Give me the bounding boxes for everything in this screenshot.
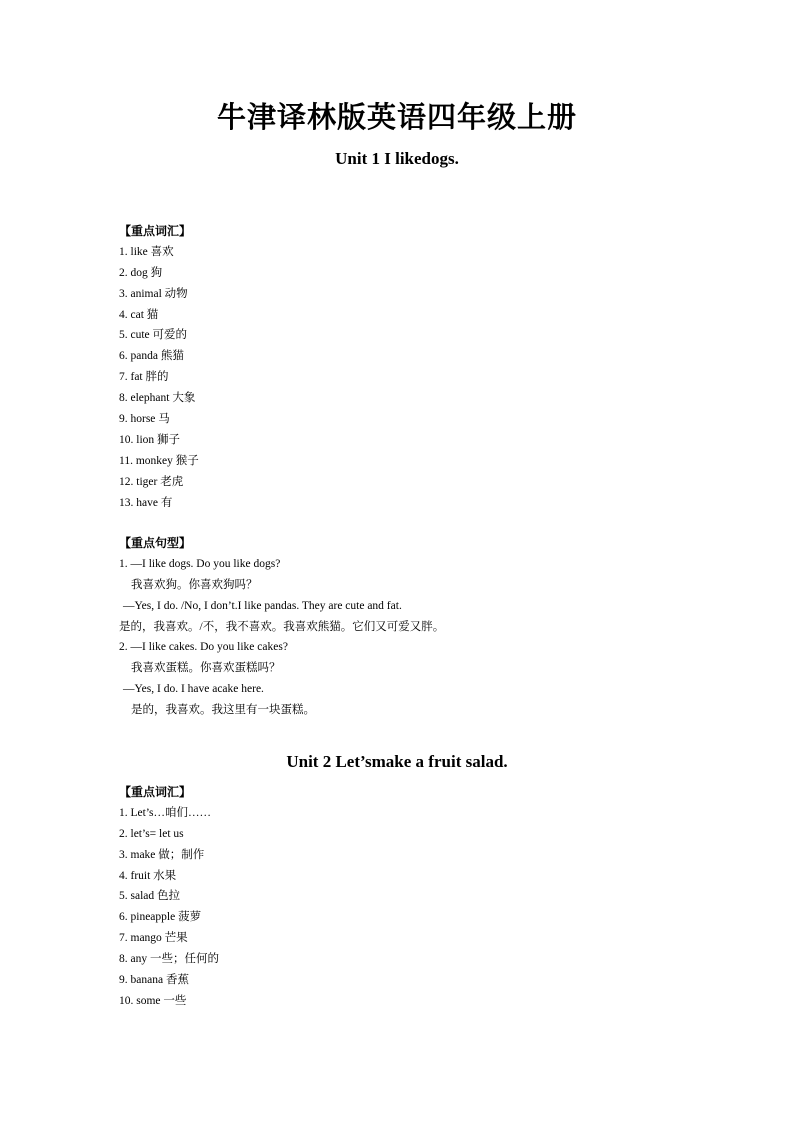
vocab-item: 7. fat 胖的 [119,371,169,384]
vocab-item: 5. salad 色拉 [119,890,181,903]
vocab-item: 10. lion 狮子 [119,433,181,446]
vocab-item: 13. have 有 [119,496,173,509]
sentence-translation: 是的，我喜欢。/不，我不喜欢。我喜欢熊猫。它们又可爱又胖。 [119,620,445,633]
vocab-item: 6. panda 熊猫 [119,350,184,363]
sentence-translation: 是的，我喜欢。我这里有一块蛋糕。 [131,704,315,717]
page-title: 牛津译林版英语四年级上册 [216,102,577,134]
unit2-heading: Unit 2 Let’smake a fruit salad. [286,752,508,771]
vocab-item: 5. cute 可爱的 [119,329,188,342]
vocab-item: 11. monkey 猴子 [119,454,199,467]
unit1-vocab-section [119,221,759,513]
vocab-item: 8. elephant 大象 [119,392,196,405]
unit1-vocab-label: 【重点词汇】 [119,224,192,238]
vocab-item: 6. pineapple 菠萝 [119,911,202,924]
vocab-item: 4. cat 猫 [119,308,159,321]
vocab-item: 12. tiger 老虎 [119,475,184,488]
sentence-translation: 我喜欢蛋糕。你喜欢蛋糕吗？ [131,662,281,675]
sentence-line: —Yes, I do. /No, I don’t.I like pandas. They are cute and fat. [123,599,402,612]
unit1-sentence-label: 【重点句型】 [119,536,192,550]
vocab-item: 2. dog 狗 [119,266,163,279]
vocab-item: 9. horse 马 [119,413,170,426]
unit1-heading: Unit 1 I likedogs. [335,149,459,168]
sentence-line: 1. —I like dogs. Do you like dogs? [119,557,281,570]
vocab-item: 1. Let’s…咱们…… [119,806,211,819]
vocab-item: 10. some 一些 [119,994,187,1007]
vocab-item: 1. like 喜欢 [119,245,174,258]
vocab-item: 9. banana 香蕉 [119,974,189,987]
sentence-line: —Yes, I do. I have acake here. [123,683,264,696]
unit1-sentence-section [119,533,759,721]
sentence-line: 2. —I like cakes. Do you like cakes? [119,641,288,654]
vocab-item: 7. mango 芒果 [119,932,188,945]
vocab-item: 2. let’s= let us [119,827,184,840]
vocab-item: 3. make 做；制作 [119,848,205,861]
sentence-translation: 我喜欢狗。你喜欢狗吗？ [131,578,258,591]
unit2-vocab-section [119,782,759,1012]
unit2-vocab-label: 【重点词汇】 [119,785,192,799]
vocab-item: 3. animal 动物 [119,287,188,300]
vocab-item: 4. fruit 水果 [119,869,177,882]
vocab-item: 8. any 一些；任何的 [119,953,219,966]
